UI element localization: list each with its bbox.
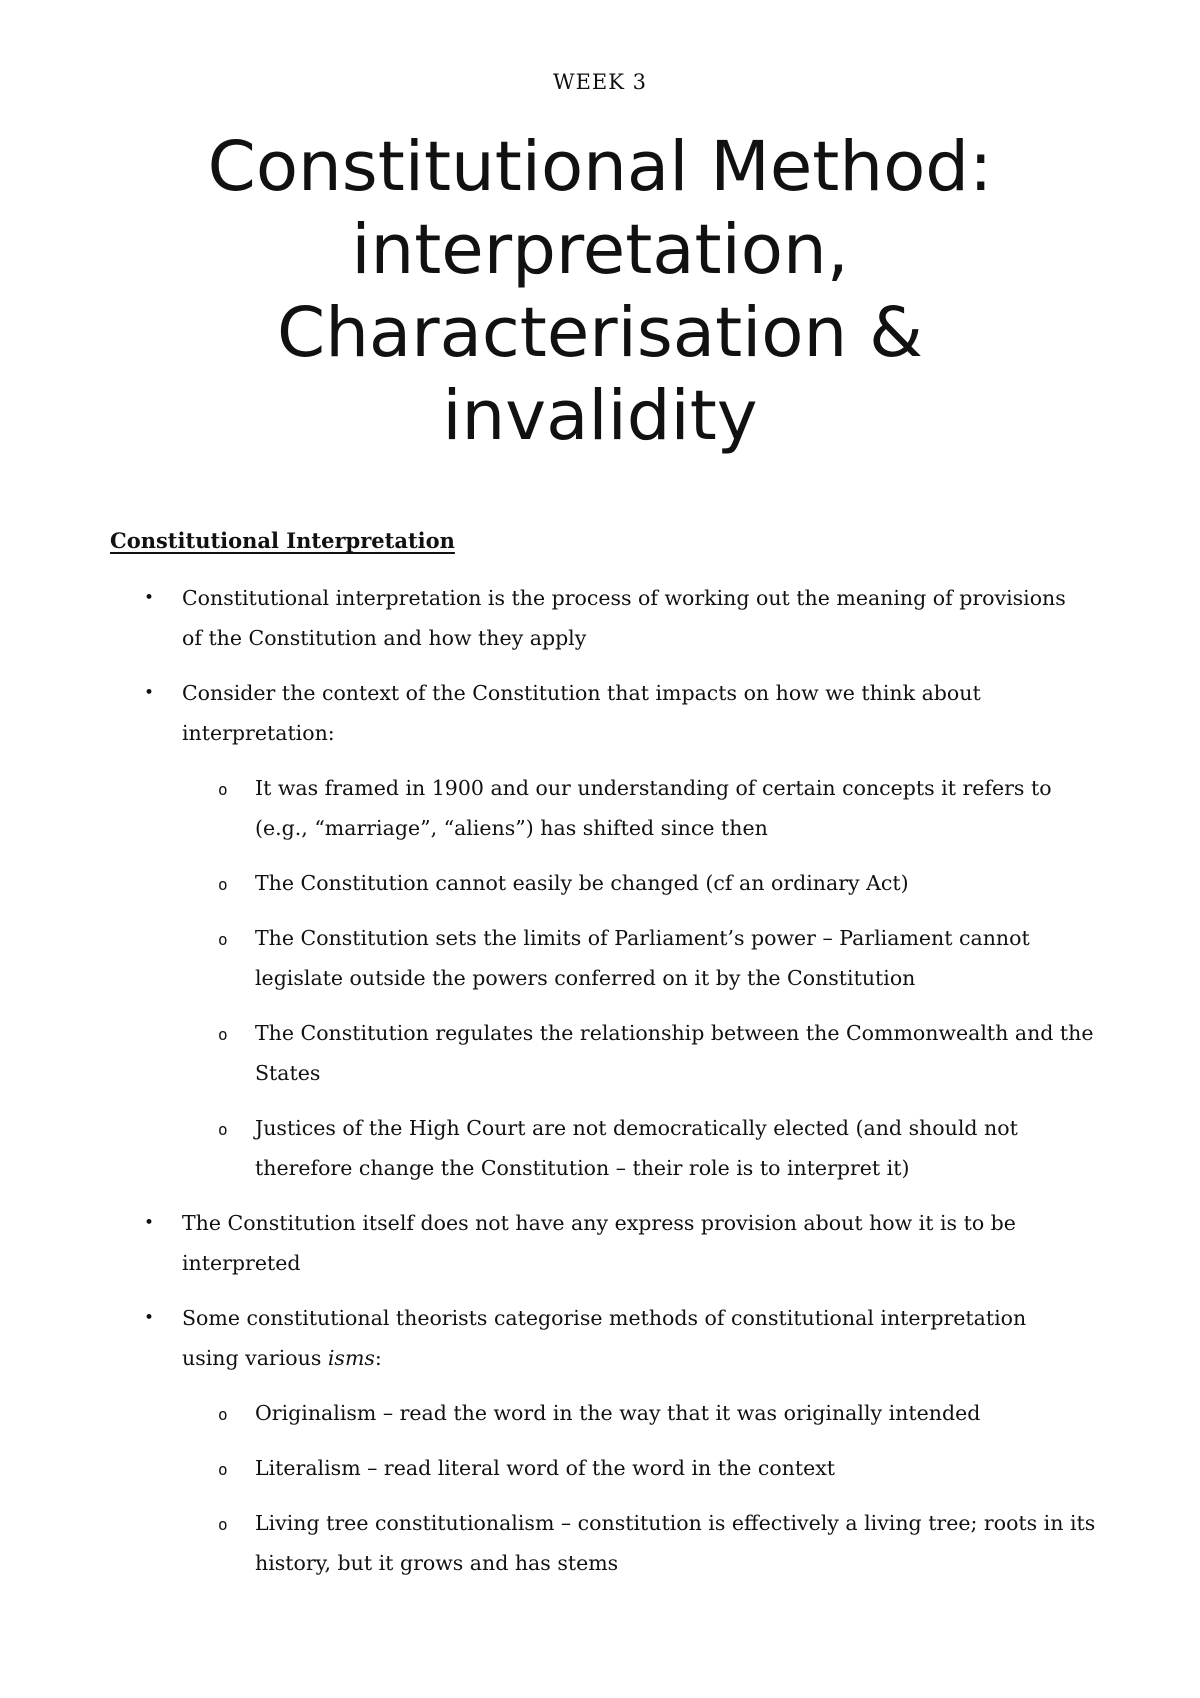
list-item-text: The Constitution itself does not have any express provision about how it is to be interpreted — [182, 1211, 1016, 1275]
sub-bullet-icon: o — [218, 1460, 228, 1479]
list-item-text: The Constitution cannot easily be changed (cf an ordinary Act) — [255, 871, 909, 895]
sub-bullet-icon: o — [218, 1405, 228, 1424]
sub-list-item — [0, 1013, 1105, 1093]
week-label: WEEK 3 — [553, 70, 647, 94]
document-title — [0, 126, 1200, 458]
list-item-text: Living tree constitutionalism – constitution is effectively a living tree; roots in its history, but it grows and has stems — [255, 1511, 1096, 1575]
title-line: Constitutional Method: — [207, 127, 993, 207]
bullet-icon: • — [144, 588, 155, 608]
list-item-text-part: Some constitutional theorists categorise methods of constitutional interpretation using various — [182, 1306, 1027, 1370]
list-item-text-part: : — [374, 1346, 382, 1370]
list-item-text: Justices of the High Court are not democratically elected (and should not therefore change the Constitution – their role is to interpret it) — [255, 1116, 1018, 1180]
sub-list-item — [0, 768, 1105, 848]
list-item-text: The Constitution sets the limits of Parliament’s power – Parliament cannot legislate outside the powers conferred on it by the Constitution — [255, 926, 1030, 990]
sub-list-item — [0, 1108, 1105, 1188]
sub-list-item — [0, 1503, 1105, 1583]
sub-bullet-icon: o — [218, 780, 228, 799]
list-item-text: Originalism – read the word in the way that it was originally intended — [255, 1401, 981, 1425]
bullet-list — [0, 578, 1200, 1598]
sub-list-item — [0, 918, 1105, 998]
list-item-text: Constitutional interpretation is the process of working out the meaning of provisions of the Constitution and how they apply — [182, 586, 1066, 650]
title-line: Characterisation & — [277, 293, 923, 373]
list-item-text: It was framed in 1900 and our understanding of certain concepts it refers to (e.g., “marriage”, “aliens”) has shifted since then — [255, 776, 1052, 840]
title-line: interpretation, — [351, 210, 849, 290]
sub-bullet-icon: o — [218, 1120, 228, 1139]
sub-bullet-icon: o — [218, 875, 228, 894]
sub-list-item — [0, 1393, 1105, 1433]
sub-list-item — [0, 1448, 1105, 1488]
sub-bullet-icon: o — [218, 1515, 228, 1534]
sub-list-item — [0, 863, 1105, 903]
list-item-text: Consider the context of the Constitution that impacts on how we think about interpretation: — [182, 681, 981, 745]
sub-bullet-icon: o — [218, 930, 228, 949]
sub-bullet-icon: o — [218, 1025, 228, 1044]
list-item-text — [182, 1306, 1026, 1370]
bullet-icon: • — [144, 1213, 155, 1233]
section-heading: Constitutional Interpretation — [110, 528, 455, 553]
list-item — [0, 1203, 1082, 1283]
list-item — [0, 1298, 1082, 1378]
emphasis-text: isms — [327, 1346, 375, 1370]
bullet-icon: • — [144, 1308, 155, 1328]
list-item-text: The Constitution regulates the relationship between the Commonwealth and the States — [255, 1021, 1094, 1085]
list-item — [0, 578, 1082, 658]
title-line: invalidity — [442, 376, 758, 456]
list-item — [0, 673, 1082, 753]
list-item-text: Literalism – read literal word of the word in the context — [255, 1456, 836, 1480]
bullet-icon: • — [144, 683, 155, 703]
